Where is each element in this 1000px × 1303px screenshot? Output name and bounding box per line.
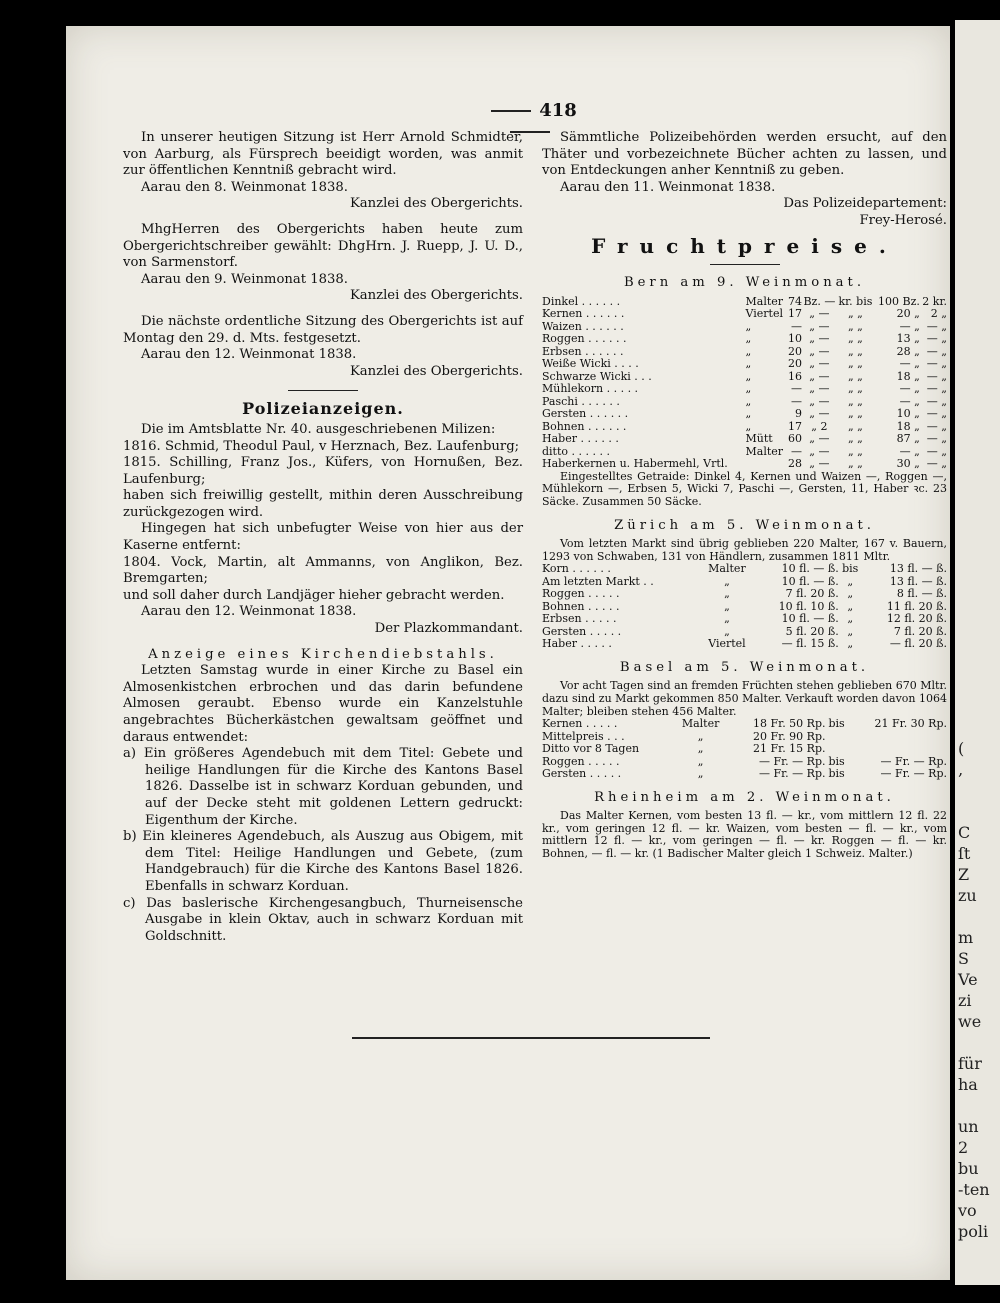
bern-cell: „ — (809, 319, 830, 333)
bern-cell: 16 (787, 369, 802, 383)
bern-cell: 87 „ (896, 432, 920, 446)
basel-cell: — Fr. — Rp. (880, 754, 947, 768)
basel-cell: bis (828, 767, 845, 781)
zuerich-row (542, 563, 947, 576)
kaserne-entry: 1804. Vock, Martin, alt Ammanns, von Anglikon, Bez. Bremgarten; (123, 554, 523, 587)
rheinheim-note: Das Malter Kernen, vom besten 13 fl. — kr., vom mittlern 12 fl. 22 kr., vom geringen 12 fl. — kr. Waizen, vom besten — fl. — kr., vom mittlern 12 fl. — kr., vom geringen — fl. — kr. Roggen — fl. — kr. Bohnen, — fl. — kr. (1 Badischer Malter gleich 1 Schweiz. Malter.) (542, 809, 947, 861)
stolen-item-b: b) Ein kleineres Agendebuch, als Auszug aus Obigem, mit dem Titel: Heilige Handlungen und Gebete, (zum Handgebrauch) für die Kirche des Kantons Basel 1826. Ebenfalls in schwarz Korduan. (123, 829, 523, 894)
bern-cell: „ „ (847, 357, 863, 371)
bern-cell: 100 Bz. (878, 294, 920, 308)
edge-fragment: 2 (958, 1138, 969, 1157)
bern-cell: Haberkernen u. Habermehl, Vrtl. (542, 457, 728, 471)
edge-fragment: ha (958, 1075, 978, 1094)
basel-cell: 21 Fr. 30 Rp. (874, 717, 947, 731)
zuerich-cell: bis (842, 562, 859, 576)
section-heading-fruchtpreise: Fruchtpreise. (591, 233, 898, 258)
price-table-basel (542, 718, 947, 781)
bern-cell: Kernen . . . . . . (542, 307, 625, 321)
bern-cell: — „ (926, 357, 947, 371)
bern-cell: 30 „ (896, 457, 920, 471)
zuerich-cell: „ (847, 599, 854, 613)
zuerich-cell: — fl. 15 ß. (781, 637, 839, 651)
bern-cell: „ (745, 369, 752, 383)
bern-row (542, 333, 947, 346)
bern-cell: 10 (787, 332, 802, 346)
notice-fuersprech: In unserer heutigen Sitzung ist Herr Arnold Schmidter, von Aarburg, als Fürsprech beeidigt worden, was anmit zur öffentlichen Kenntniß gebracht wird. (123, 130, 523, 179)
bern-cell: „ „ (847, 307, 863, 321)
notice-signature-name: Frey-Herosé. (859, 212, 947, 228)
bern-cell: — „ (926, 457, 947, 471)
bern-cell: „ — (809, 457, 830, 471)
bern-cell: 60 (787, 432, 802, 446)
page-end-rule (352, 1037, 710, 1039)
edge-fragment: für (958, 1054, 982, 1073)
edge-fragment: zi (958, 991, 972, 1010)
bern-cell: 17 (787, 419, 802, 433)
basel-cell: „ (697, 754, 704, 768)
bern-cell: kr. bis (838, 294, 873, 308)
basel-cell (826, 743, 848, 756)
zuerich-cell: Korn . . . . . . (542, 562, 611, 576)
bern-cell: — „ (926, 319, 947, 333)
bern-cell: „ — (809, 357, 830, 371)
bern-cell (746, 458, 787, 471)
basel-row (542, 743, 947, 756)
zuerich-cell: „ (847, 637, 854, 651)
bern-cell: 74 (787, 294, 802, 308)
edge-fragment: ſt (958, 844, 971, 863)
bern-cell: Erbsen . . . . . . (542, 344, 624, 358)
bern-row (542, 308, 947, 321)
notice-date: Aarau den 11. Weinmonat 1838. (560, 179, 776, 195)
market-heading-zuerich: Zürich am 5. Weinmonat. (614, 517, 875, 533)
bern-cell: Malter (745, 444, 784, 458)
basel-cell: — Fr. — Rp. (759, 754, 826, 768)
bern-cell: „ „ (847, 432, 863, 446)
price-table-zuerich (542, 563, 947, 651)
notice-signature: Kanzlei des Obergerichts. (349, 288, 523, 304)
edge-fragment: Z (958, 865, 970, 884)
bern-cell: — „ (926, 432, 947, 446)
edge-fragment: vo (958, 1201, 977, 1220)
basel-cell: „ (697, 767, 704, 781)
bern-cell: „ (745, 382, 752, 396)
zuerich-cell: 11 fl. 20 ß. (886, 599, 947, 613)
zuerich-cell: — fl. 20 ß. (889, 637, 947, 651)
bern-cell: — (790, 444, 802, 458)
basel-cell (848, 743, 947, 756)
zuerich-cell: 10 fl. 10 ß. (778, 599, 839, 613)
adjacent-page-edge (955, 20, 1000, 1285)
bern-cell: — (790, 382, 802, 396)
basel-cell: bis (828, 754, 845, 768)
zuerich-cell: „ (724, 612, 730, 626)
bern-cell: Waizen . . . . . . (542, 319, 624, 333)
notice-date: Aarau den 12. Weinmonat 1838. (141, 604, 357, 620)
bern-cell: „ (745, 344, 752, 358)
notice-sitzung: Die nächste ordentliche Sitzung des Obergerichts ist auf Montag den 29. d. Mts. festgesetzt. (123, 313, 523, 346)
bern-cell: Mühlekorn . . . . . (542, 382, 639, 396)
notice-date: Aarau den 8. Weinmonat 1838. (141, 179, 348, 195)
zuerich-cell: 13 fl. — ß. (889, 562, 947, 576)
basel-cell: Roggen . . . . . (542, 754, 620, 768)
bern-cell: „ 2 (811, 419, 828, 433)
bern-cell: „ — (809, 382, 830, 396)
bern-cell: — „ (926, 382, 947, 396)
bern-note: Eingestelltes Getraide: Dinkel 4, Kernen und Waizen —, Roggen —, Mühlekorn —, Erbsen 5, Wicki 7, Paschi —, Gersten, 11, Haber ꝛc. 23 Säcke. Zusammen 50 Säcke. (542, 469, 947, 508)
zuerich-row (542, 638, 947, 651)
bern-cell: „ (745, 357, 752, 371)
zuerich-cell: „ (724, 574, 730, 588)
bern-cell: 2 „ (930, 307, 947, 321)
market-heading-rheinheim: Rheinheim am 2. Weinmonat. (594, 789, 895, 805)
bern-cell: Paschi . . . . . . (542, 394, 620, 408)
bern-cell: — (790, 319, 802, 333)
bern-cell: 10 „ (896, 407, 920, 421)
zuerich-note: Vom letzten Markt sind übrig geblieben 220 Malter, 167 v. Bauern, 1293 von Schwaben, 131 von Händlern, zusammen 1811 Mltr. (542, 537, 947, 563)
bern-row (542, 408, 947, 421)
stolen-item-a: a) Ein größeres Agendebuch mit dem Titel: Gebete und heilige Handlungen für die Kirche des Kantons Basel 1826. Dasselbe ist in schwarz Korduan gebunden, und auf der Decke steht mit goldenen Lettern gedruckt: Eigenthum der Kirche. (123, 746, 523, 828)
bern-cell: „ — (809, 432, 830, 446)
edge-fragment: we (958, 1012, 982, 1031)
zuerich-cell: Viertel (708, 637, 746, 651)
bern-cell: 17 (787, 307, 802, 321)
zuerich-cell: 7 fl. 20 ß. (893, 624, 947, 638)
zuerich-row (542, 613, 947, 626)
bern-cell: — „ (899, 444, 920, 458)
notice-kaserne: Hingegen hat sich unbefugter Weise von hier aus der Kaserne entfernt: (123, 521, 523, 554)
bern-cell: Schwarze Wicki . . . (542, 369, 652, 383)
bern-cell: 20 (787, 344, 802, 358)
bern-cell: „ „ (847, 407, 863, 421)
bern-cell: „ (745, 332, 752, 346)
bern-cell: Dinkel . . . . . . (542, 294, 621, 308)
zuerich-cell: 7 fl. 20 ß. (785, 587, 839, 601)
bern-cell: — (790, 394, 802, 408)
bern-cell: 20 (787, 357, 802, 371)
notice-signature: Das Polizeidepartement: (783, 196, 947, 212)
bern-cell: „ — (809, 394, 830, 408)
bern-row (542, 433, 947, 446)
bern-cell: „ „ (847, 457, 863, 471)
section-heading-kirchendiebstahl: Anzeige eines Kirchendiebstahls. (148, 646, 498, 662)
bern-cell: 28 „ (896, 344, 920, 358)
market-heading-bern: Bern am 9. Weinmonat. (623, 275, 866, 291)
kaserne-text: und soll daher durch Landjäger hieher gebracht werden. (123, 587, 505, 603)
milizen-entry: 1815. Schilling, Franz Jos., Küfers, von Hornußen, Bez. Laufenburg; (123, 455, 523, 487)
notice-milizen: Die im Amtsblatte Nr. 40. ausgeschriebenen Milizen: (141, 421, 496, 437)
milizen-entry: 1816. Schmid, Theodul Paul, v Herznach, Bez. Laufenburg; (123, 438, 520, 454)
bern-row (542, 458, 947, 471)
zuerich-cell: „ (724, 624, 730, 638)
bern-cell: „ — (809, 444, 830, 458)
zuerich-cell: „ (724, 599, 730, 613)
zuerich-cell: 10 fl. — ß. (781, 612, 839, 626)
notice-date: Aarau den 12. Weinmonat 1838. (141, 347, 357, 363)
section-heading-polizeianzeigen: Polizeianzeigen. (242, 399, 404, 419)
bern-row (542, 358, 947, 371)
basel-cell: Ditto vor 8 Tagen (542, 742, 640, 756)
bern-cell: Haber . . . . . . (542, 432, 619, 446)
zuerich-cell: „ (724, 587, 730, 601)
zuerich-cell: „ (847, 612, 854, 626)
right-column (542, 130, 947, 861)
bern-cell: „ — (809, 307, 830, 321)
notice-polizeidepartement: Sämmtliche Polizeibehörden werden ersucht, auf den Thäter und vorbezeichnete Bücher achten zu lassen, und von Entdeckungen anher Kenntniß zu geben. (542, 130, 947, 179)
basel-cell: — Fr. — Rp. (880, 767, 947, 781)
edge-fragment: -ten (958, 1180, 990, 1199)
basel-cell: „ (697, 729, 704, 743)
zuerich-cell: Erbsen . . . . . (542, 612, 617, 626)
zuerich-cell: „ (847, 587, 854, 601)
zuerich-cell: „ (847, 574, 854, 588)
edge-fragment: ‚ (958, 760, 964, 779)
bern-cell: — „ (926, 444, 947, 458)
bern-cell: „ „ (847, 382, 863, 396)
milizen-text: haben sich freiwillig gestellt, mithin deren Ausschreibung zurückgezogen wird. (123, 488, 523, 520)
edge-fragment: Ve (958, 970, 978, 989)
bern-cell: „ (745, 407, 752, 421)
section-divider (710, 264, 780, 265)
basel-cell: 21 Fr. 15 Rp. (753, 742, 826, 756)
notice-kirchendiebstahl: Letzten Samstag wurde in einer Kirche zu Basel ein Almosenkistchen erbrochen und das darin befundene Almosen geraubt. Ebenso wurde ein Kanzelstuhle angebrachtes Bücherkästchen gewaltsam geöffnet und daraus entwendet: (123, 663, 523, 745)
edge-fragment: bu (958, 1159, 979, 1178)
stolen-item-c: c) Das baslerische Kirchengesangbuch, Thurneisensche Ausgabe in klein Oktav, auch in schwarz Korduan mit Goldschnitt. (123, 895, 523, 944)
notice-signature: Kanzlei des Obergerichts. (349, 363, 523, 379)
bern-cell: — „ (926, 344, 947, 358)
bern-cell: — „ (899, 319, 920, 333)
bern-cell: „ „ (847, 369, 863, 383)
bern-cell: 13 „ (896, 332, 920, 346)
edge-fragment: m (958, 928, 974, 947)
zuerich-cell: „ (847, 624, 854, 638)
basel-cell: „ (697, 742, 704, 756)
zuerich-cell: Roggen . . . . . (542, 587, 620, 601)
bern-cell: „ „ (847, 394, 863, 408)
notice-signature: Kanzlei des Obergerichts. (349, 196, 523, 212)
basel-row (542, 768, 947, 781)
basel-cell: 18 Fr. 50 Rp. (753, 717, 826, 731)
bern-cell: „ „ (847, 319, 863, 333)
page-number: 418 (460, 100, 600, 142)
bern-cell: 2 kr. (922, 294, 947, 308)
bern-cell: — „ (926, 369, 947, 383)
edge-fragment: C (958, 823, 971, 842)
zuerich-cell: Haber . . . . . (542, 637, 612, 651)
bern-cell: „ — (809, 344, 830, 358)
bern-cell: 18 „ (896, 419, 920, 433)
basel-cell: 20 Fr. 90 Rp. (753, 729, 826, 743)
notice-obergerichtschreiber: MhgHerren des Obergerichts haben heute zum Obergerichtschreiber gewählt: DhgHrn. J. Ruepp, J. U. D., von Sarmenstorf. (123, 221, 523, 271)
zuerich-cell: Bohnen . . . . . (542, 599, 620, 613)
zuerich-cell: Am letzten Markt . . (542, 574, 654, 588)
bern-cell: „ „ (847, 419, 863, 433)
bern-cell: Viertel (745, 307, 784, 321)
bern-cell: Malter (745, 294, 784, 308)
market-heading-basel: Basel am 5. Weinmonat. (619, 659, 870, 675)
bern-cell: „ „ (847, 444, 863, 458)
bern-cell: „ (745, 419, 752, 433)
edge-fragment: ( (958, 739, 965, 758)
notice-date: Aarau den 9. Weinmonat 1838. (141, 271, 348, 287)
bern-cell: „ „ (847, 332, 863, 346)
bern-cell: „ (745, 319, 752, 333)
bern-cell: 20 „ (896, 307, 920, 321)
zuerich-cell: 12 fl. 20 ß. (886, 612, 947, 626)
notice-signature: Der Plazkommandant. (374, 621, 523, 637)
bern-cell: 18 „ (896, 369, 920, 383)
bern-cell: 28 (787, 457, 802, 471)
edge-fragment: S (958, 949, 969, 968)
edge-fragment: zu (958, 886, 977, 905)
zuerich-cell: 5 fl. 20 ß. (785, 624, 839, 638)
bern-cell: — „ (926, 332, 947, 346)
bern-cell: — „ (899, 382, 920, 396)
bern-cell: 9 (794, 407, 802, 421)
edge-fragment: un (958, 1117, 979, 1136)
bern-cell: „ (745, 394, 752, 408)
basel-cell (848, 731, 947, 744)
edge-fragment: poli (958, 1222, 989, 1241)
bern-cell: „ — (809, 332, 830, 346)
bern-cell: ditto . . . . . . (542, 444, 610, 458)
basel-cell: Kernen . . . . . (542, 717, 618, 731)
zuerich-cell: 13 fl. — ß. (889, 574, 947, 588)
basel-cell: Gersten . . . . . (542, 767, 622, 781)
basel-note: Vor acht Tagen sind an fremden Früchten stehen geblieben 670 Mltr. dazu sind zu Markt gekommen 850 Malter. Verkauft worden davon 1064 Malter; bleiben stehen 456 Malter. (542, 679, 947, 718)
zuerich-cell: 8 fl. — ß. (896, 587, 947, 601)
section-divider (288, 390, 358, 391)
bern-cell: „ — (809, 407, 830, 421)
basel-row (542, 718, 947, 731)
bern-cell: „ „ (847, 344, 863, 358)
basel-cell: bis (828, 717, 845, 731)
bern-row (542, 383, 947, 396)
zuerich-cell: 10 fl. — ß. (781, 574, 839, 588)
zuerich-cell: 10 fl. — ß. (781, 562, 839, 576)
bern-cell: Bohnen . . . . . . (542, 419, 627, 433)
bern-cell: „ — (809, 369, 830, 383)
bern-cell: — „ (899, 394, 920, 408)
bern-cell: — „ (926, 394, 947, 408)
bern-cell: Roggen . . . . . . (542, 332, 627, 346)
zuerich-cell: Malter (708, 562, 746, 576)
zuerich-cell: Gersten . . . . . (542, 624, 622, 638)
basel-cell (826, 731, 848, 744)
bern-cell: — „ (926, 419, 947, 433)
bern-cell: — „ (899, 357, 920, 371)
bern-cell: Bz. — (803, 294, 836, 308)
zuerich-row (542, 588, 947, 601)
bern-cell: Mütt (745, 432, 773, 446)
price-table-bern (542, 296, 947, 471)
basel-cell: Malter (681, 717, 720, 731)
bern-cell: Gersten . . . . . . (542, 407, 629, 421)
bern-cell: — „ (926, 407, 947, 421)
left-column (123, 130, 523, 945)
basel-cell: — Fr. — Rp. (759, 767, 826, 781)
bern-cell: Weiße Wicki . . . . (542, 357, 639, 371)
basel-cell: Mittelpreis . . . (542, 729, 625, 743)
